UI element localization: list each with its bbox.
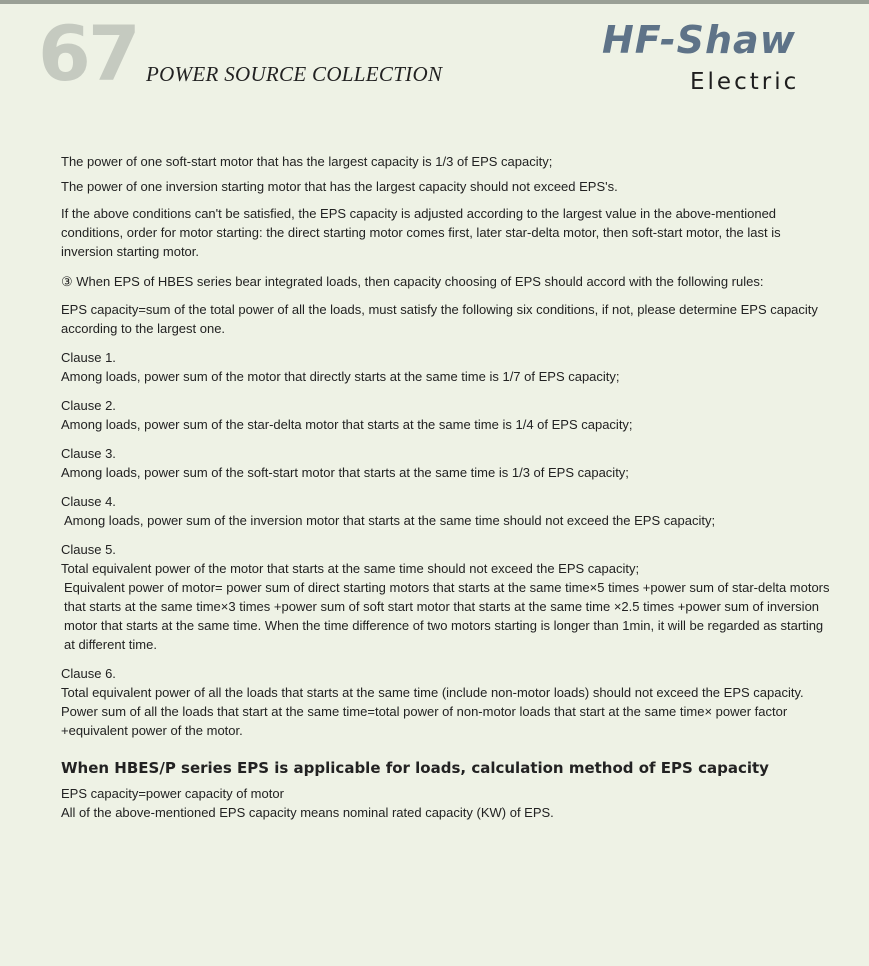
clause-text: Among loads, power sum of the soft-start motor that starts at the same time is 1/3 of EPS capacity;: [61, 465, 629, 480]
paragraph-softstart-limit: The power of one soft-start motor that has the largest capacity is 1/3 of EPS capacity;: [61, 154, 553, 169]
clause-5: [61, 540, 831, 654]
clause-text: Among loads, power sum of the motor that directly starts at the same time is 1/7 of EPS capacity;: [61, 369, 620, 384]
clause-3: [61, 444, 831, 482]
section-heading-hbes-p: When HBES/P series EPS is applicable for loads, calculation method of EPS capacity: [61, 759, 769, 777]
clause-label: Clause 1.: [61, 350, 116, 365]
clause-text-equivalent-power: Equivalent power of motor= power sum of direct starting motors that starts at the same time×5 times +power sum of star-delta motors that starts at the same time×3 times +power sum of soft start motor that starts at the same time ×2.5 times +power sum of inversion motor that starts at the same time. When the time difference of two motors starting is longer than 1min, it will be regarded as starting at different time.: [64, 580, 830, 652]
paragraph-adjustment: If the above conditions can't be satisfied, the EPS capacity is adjusted according to the largest value in the above-mentioned conditions, order for motor starting: the direct starting motor comes first, later star-delta motor, then soft-start motor, the last is inversion starting motor.: [61, 206, 781, 259]
clause-label: Clause 6.: [61, 666, 116, 681]
brand-logo-name: HF-Shaw: [602, 18, 796, 62]
paragraph-nominal-capacity: All of the above-mentioned EPS capacity means nominal rated capacity (KW) of EPS.: [61, 805, 554, 820]
top-border: [0, 0, 869, 4]
brand-logo-subtitle: Electric: [690, 69, 800, 95]
document-body: [61, 152, 831, 822]
paragraph-eps-motor: EPS capacity=power capacity of motor: [61, 786, 284, 801]
clause-1: [61, 348, 831, 386]
page-number: 67: [38, 9, 138, 98]
clause-2: [61, 396, 831, 434]
clause-text: Among loads, power sum of the inversion motor that starts at the same time should not exceed the EPS capacity;: [64, 513, 716, 528]
clause-text: Total equivalent power of all the loads that starts at the same time (include non-motor loads) should not exceed the EPS capacity.: [61, 685, 804, 700]
clause-text-power-sum: Power sum of all the loads that start at the same time=total power of non-motor loads that start at the same time× power factor +equivalent power of the motor.: [61, 704, 788, 738]
clause-label: Clause 5.: [61, 542, 116, 557]
clause-label: Clause 3.: [61, 446, 116, 461]
clause-text: Total equivalent power of the motor that starts at the same time should not exceed the EPS capacity;: [61, 561, 640, 576]
clause-label: Clause 2.: [61, 398, 116, 413]
clause-4: [61, 492, 831, 530]
clause-label: Clause 4.: [61, 494, 116, 509]
paragraph-inversion-limit: The power of one inversion starting motor that has the largest capacity should not exceed EPS's.: [61, 179, 618, 194]
paragraph-capacity-requirement: EPS capacity=sum of the total power of all the loads, must satisfy the following six conditions, if not, please determine EPS capacity according to the largest one.: [61, 302, 818, 336]
paragraph-integrated-loads-rules: ③ When EPS of HBES series bear integrated loads, then capacity choosing of EPS should accord with the following rules:: [61, 274, 764, 289]
clause-text: Among loads, power sum of the star-delta motor that starts at the same time is 1/4 of EPS capacity;: [61, 417, 633, 432]
clause-6: [61, 664, 831, 740]
section-title: POWER SOURCE COLLECTION: [146, 62, 443, 86]
